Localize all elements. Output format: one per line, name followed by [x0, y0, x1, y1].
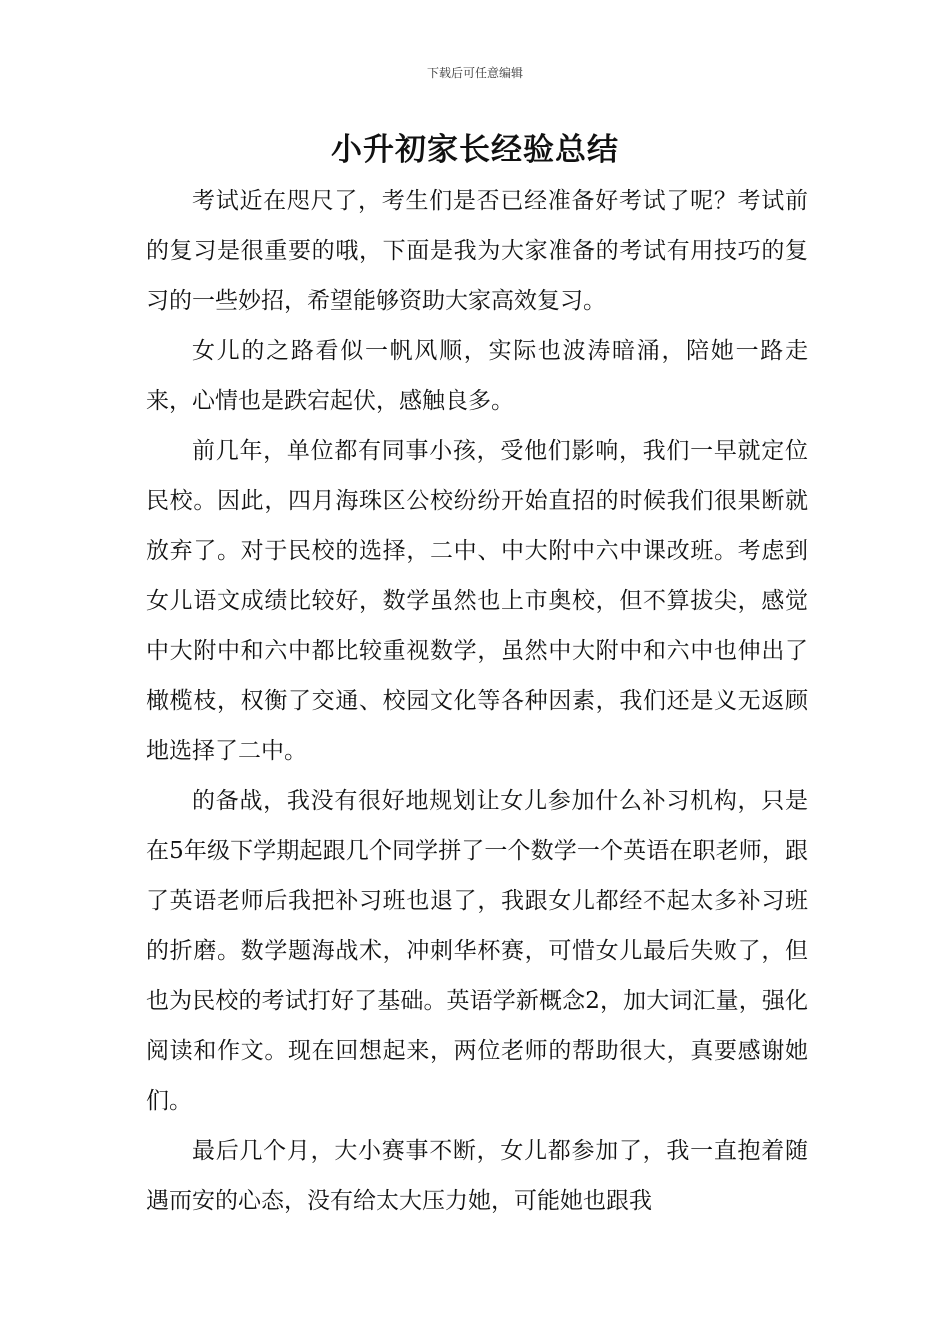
- paragraph: 女儿的之路看似一帆风顺，实际也波涛暗涌，陪她一路走来，心情也是跌宕起伏，感触良多。: [146, 338, 808, 414]
- header-note: 下载后可任意编辑: [426, 66, 523, 80]
- paragraph: 前几年，单位都有同事小孩，受他们影响，我们一早就定位民校。因此，四月海珠区公校纷纷开始直招的时候我们很果断就放弃了。对于民校的选择，二中、中大附中六中课改班。考虑到女儿语文成绩比较好，数学虽然也上市奥校，但不算拔尖，感觉中大附中和六中都比较重视数学，虽然中大附中和六中也伸出了橄榄枝，权衡了交通、校园文化等各种因素，我们还是义无返顾地选择了二中。: [146, 438, 808, 764]
- paragraph: 最后几个月，大小赛事不断，女儿都参加了，我一直抱着随遇而安的心态，没有给太大压力她，可能她也跟我: [146, 1138, 808, 1214]
- document-title: 小升初家长经验总结: [331, 132, 619, 168]
- paragraph: 考试近在咫尺了，考生们是否已经准备好考试了呢？考试前的复习是很重要的哦，下面是我为大家准备的考试有用技巧的复习的一些妙招，希望能够资助大家高效复习。: [146, 188, 808, 314]
- document-body: [146, 176, 808, 1226]
- paragraph: 的备战，我没有很好地规划让女儿参加什么补习机构，只是在5年级下学期起跟几个同学拼了一个数学一个英语在职老师，跟了英语老师后我把补习班也退了，我跟女儿都经不起太多补习班的折磨。数学题海战术，冲刺华杯赛，可惜女儿最后失败了，但也为民校的考试打好了基础。英语学新概念2，加大词汇量，强化阅读和作文。现在回想起来，两位老师的帮助很大，真要感谢她们。: [146, 788, 808, 1114]
